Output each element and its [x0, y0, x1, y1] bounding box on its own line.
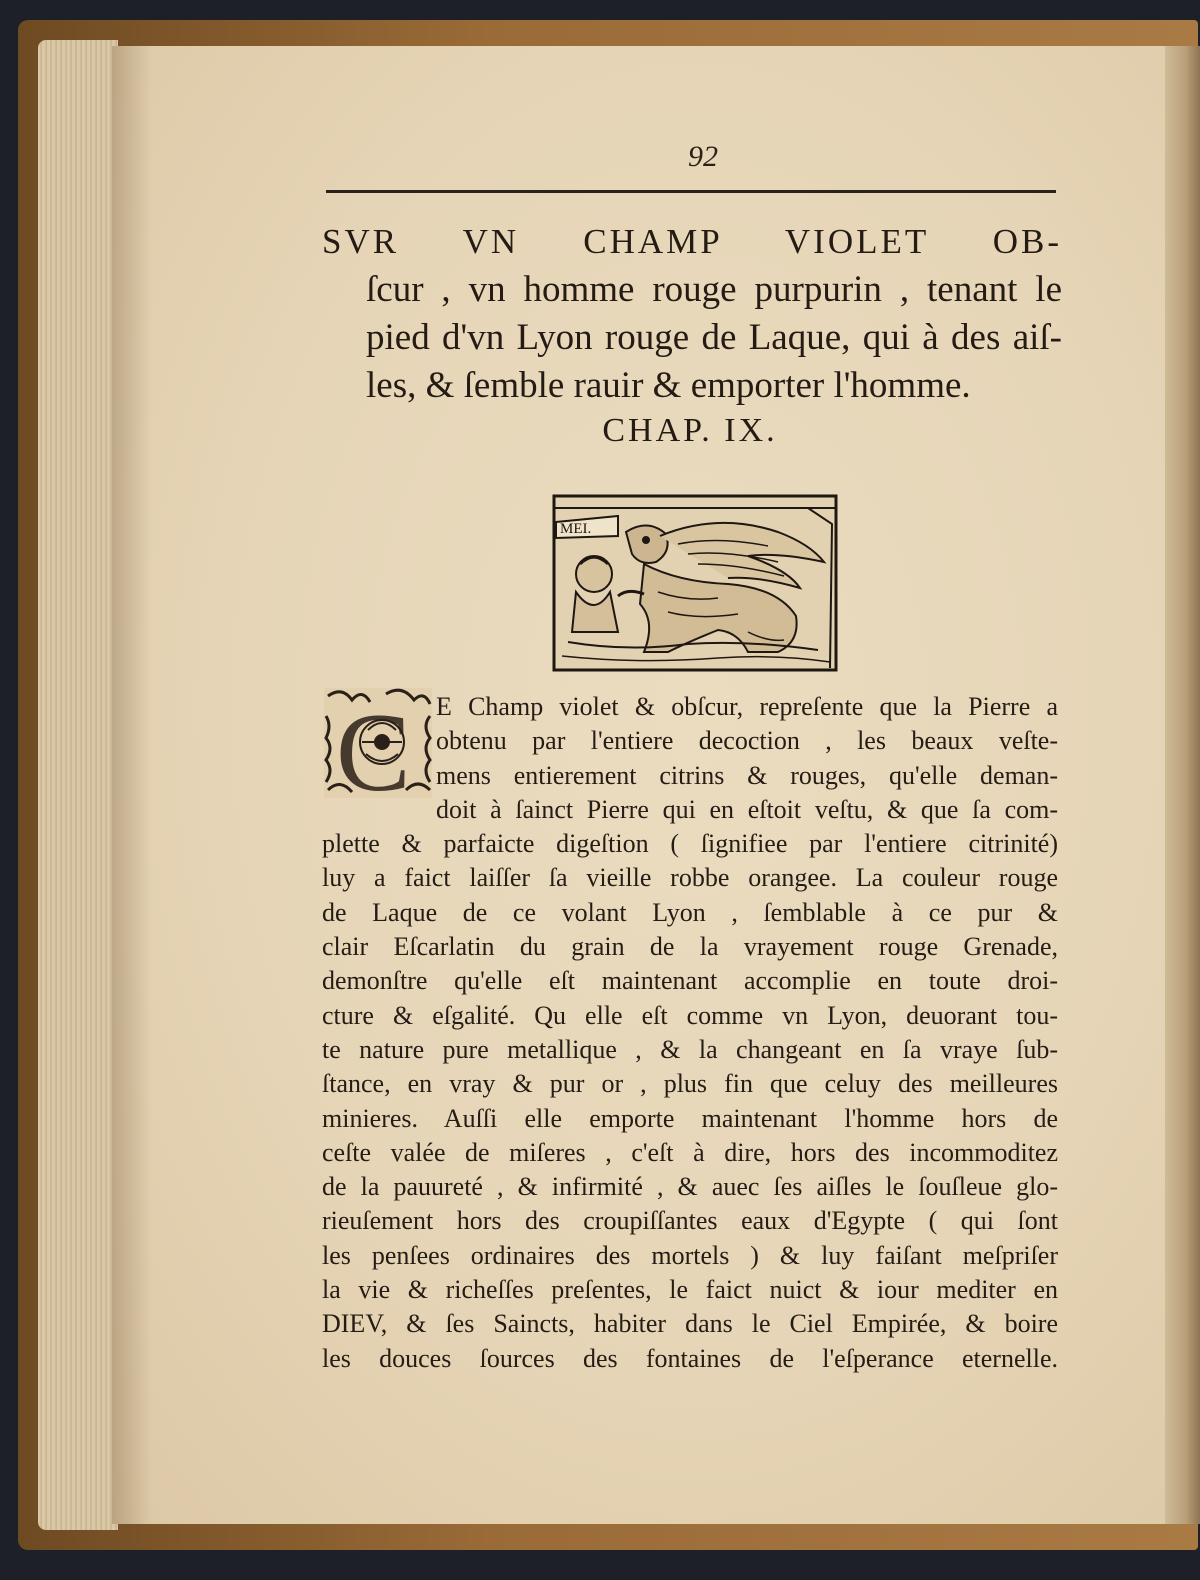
text-line: luy a faict laiſſer ſa vieille robbe orangee. La couleur rouge — [322, 863, 1058, 893]
text-line: obtenu par l'entiere decoction , les beaux veſte- — [436, 726, 1058, 756]
initial-letter: C — [336, 691, 411, 800]
text-line: de la pauureté , & infirmité , & auec ſes aiſles le ſouſleue glo- — [322, 1172, 1058, 1202]
chapter-heading — [322, 218, 1062, 410]
body-paragraph — [322, 690, 1058, 1376]
text-line: rieuſement hors des croupiſſantes eaux d'Egypte ( qui ſont — [322, 1206, 1058, 1236]
text-line: de Laque de ce volant Lyon , ſemblable à ce pur & — [322, 897, 1058, 927]
heading-line: les, & ſemble rauir & emporter l'homme. — [366, 365, 971, 406]
heading-line: SVR VN CHAMP VIOLET OB- — [322, 222, 1062, 261]
gutter-edge — [1165, 46, 1200, 1524]
text-line: doit à ſainct Pierre qui en eſtoit veſtu, & que ſa com- — [436, 794, 1058, 824]
text-line: ſtance, en vray & pur or , plus fin que celuy des meilleures — [322, 1069, 1058, 1099]
heading-line: ſcur , vn homme rouge purpurin , tenant le — [366, 269, 1062, 310]
woodcut-banner-text: MEI. — [560, 521, 592, 537]
heading-line: pied d'vn Lyon rouge de Laque, qui à des aiſ- — [366, 317, 1062, 358]
text-line: les douces ſources des fontaines de l'eſperance eternelle. — [322, 1343, 1058, 1373]
text-line: demonſtre qu'elle eſt maintenant accomplie en toute droi- — [322, 966, 1058, 996]
text-line: plette & parfaicte digeſtion ( ſignifiee par l'entiere citrinité) — [322, 829, 1058, 859]
text-line: E Champ violet & obſcur, repreſente que la Pierre a — [436, 692, 1058, 721]
text-line: clair Eſcarlatin du grain de la vrayement rouge Grenade, — [322, 932, 1058, 962]
text-line: ceſte valée de miſeres , c'eſt à dire, hors des incommoditez — [322, 1137, 1058, 1167]
text-line: minieres. Auſſi elle emporte maintenant l'homme hors de — [322, 1103, 1058, 1133]
text-line: la vie & richeſſes preſentes, le faict nuict & iour mediter en — [322, 1275, 1058, 1305]
gutter-shadow — [112, 46, 152, 1524]
header-rule — [326, 190, 1056, 193]
woodcut-illustration — [548, 492, 842, 674]
page-edges — [38, 40, 118, 1530]
chapter-number: CHAP. IX. — [602, 412, 778, 449]
text-line: cture & eſgalité. Qu elle eſt comme vn Lyon, deuorant tou- — [322, 1000, 1058, 1030]
text-line: les penſees ordinaires des mortels ) & luy faiſant meſpriſer — [322, 1240, 1058, 1270]
text-line: mens entierement citrins & rouges, qu'elle deman- — [436, 760, 1058, 790]
page-number: 92 — [688, 140, 718, 173]
text-line: te nature pure metallique , & la changeant en ſa vraye ſub- — [322, 1034, 1058, 1064]
text-line: DIEV, & ſes Saincts, habiter dans le Ciel Empirée, & boire — [322, 1309, 1058, 1339]
